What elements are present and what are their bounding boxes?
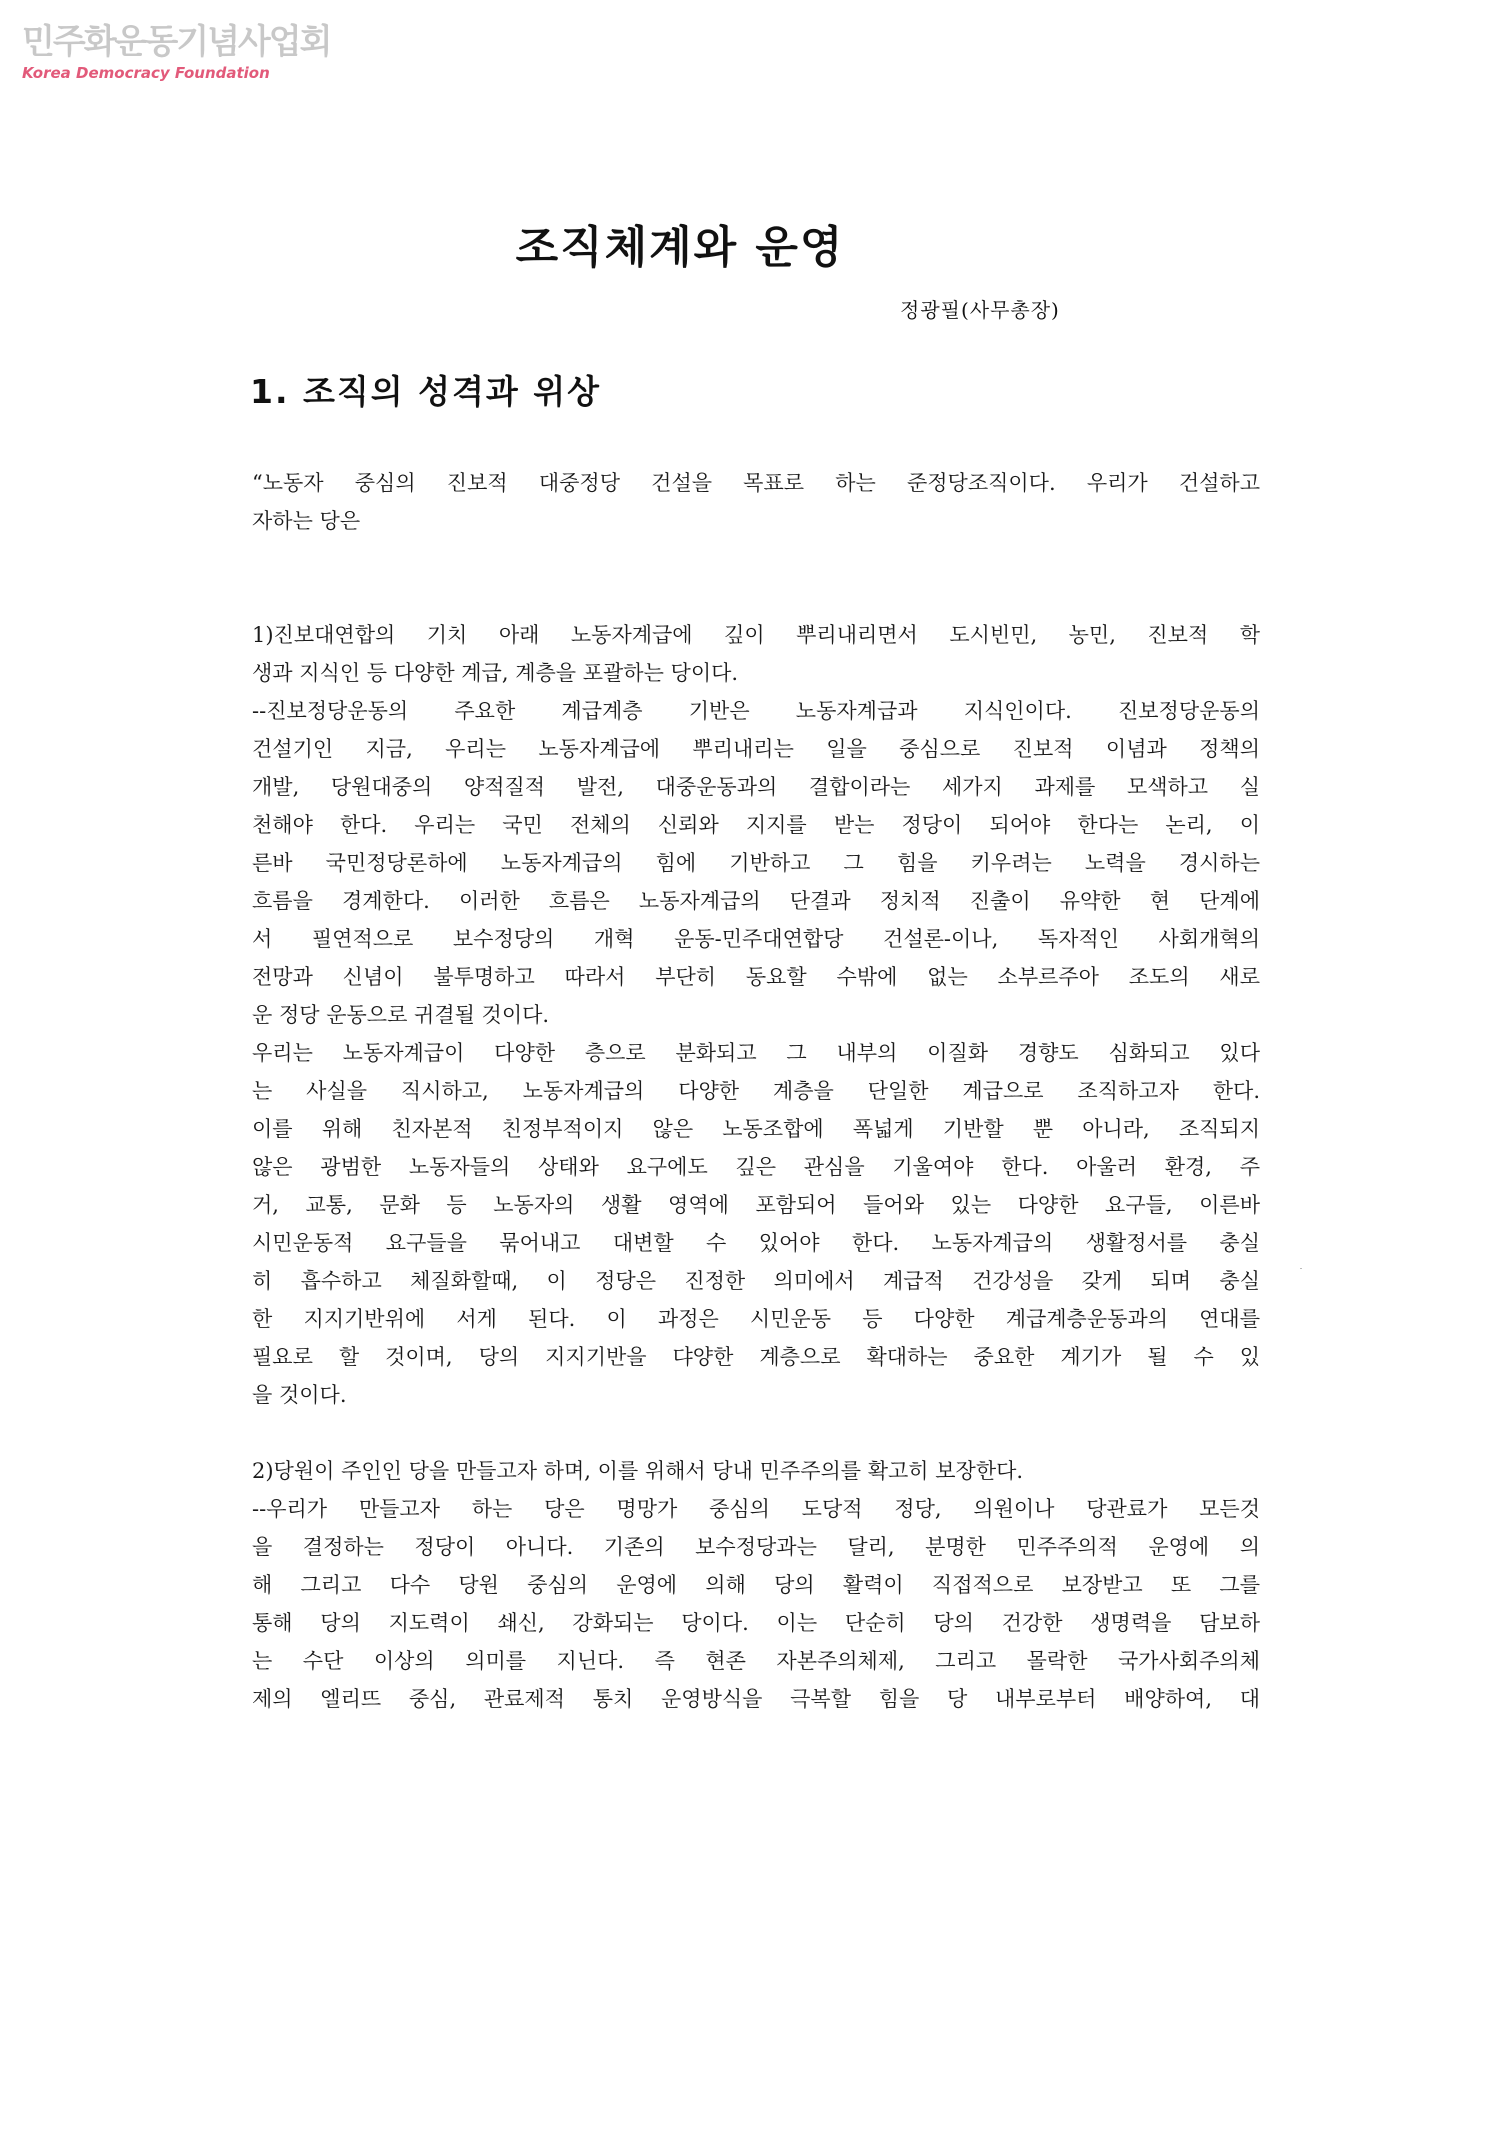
text-line: 른바 국민정당론하에 노동자계급의 힘에 기반하고 그 힘을 키우려는 노력을 경시하는 (252, 851, 1260, 875)
text-line: --우리가 만들고자 하는 당은 명망가 중심의 도당적 정당, 의원이나 당관료가 모든것 (252, 1497, 1260, 1521)
text-line: 1)진보대연합의 기치 아래 노동자계급에 깊이 뿌리내리면서 도시빈민, 농민, 진보적 학 (252, 623, 1260, 647)
text-line: 2)당원이 주인인 당을 만들고자 하며, 이를 위해서 당내 민주주의를 확고히 보장한다. (252, 1459, 1024, 1483)
text-line: 해 그리고 다수 당원 중심의 운영에 의해 당의 활력이 직접적으로 보장받고 또 그를 (252, 1573, 1260, 1597)
text-line: “노동자 중심의 진보적 대중정당 건설을 목표로 하는 준정당조직이다. 우리가 건설하고 (252, 471, 1260, 495)
intro-paragraph (252, 464, 1260, 540)
paragraph-gap (252, 540, 1260, 578)
document-author: 정광필(사무총장) (900, 298, 1060, 322)
text-line: 개발, 당원대중의 양적질적 발전, 대중운동과의 결합이라는 세가지 과제를 모색하고 실 (252, 775, 1260, 799)
text-line: 않은 광범한 노동자들의 상태와 요구에도 깊은 관심을 기울여야 한다. 아울러 환경, 주 (252, 1155, 1260, 1179)
text-line: 이를 위해 친자본적 친정부적이지 않은 노동조합에 폭넓게 기반할 뿐 아니라, 조직되지 (252, 1117, 1260, 1141)
text-line: 을 결정하는 정당이 아니다. 기존의 보수정당과는 달리, 분명한 민주주의적 운영에 의 (252, 1535, 1260, 1559)
text-line: 흐름을 경계한다. 이러한 흐름은 노동자계급의 단결과 정치적 진출이 유약한 현 단계에 (252, 889, 1260, 913)
logo-korean-text: 민주화운동기념사업회 (22, 22, 331, 62)
text-line: --진보정당운동의 주요한 계급계층 기반은 노동자계급과 지식인이다. 진보정당운동의 (252, 699, 1260, 723)
text-line: 히 흡수하고 체질화할때, 이 정당은 진정한 의미에서 계급적 건강성을 갖게 되며 충실 (252, 1269, 1260, 1293)
text-line: 는 사실을 직시하고, 노동자계급의 다양한 계층을 단일한 계급으로 조직하고자 한다. (252, 1079, 1260, 1103)
text-line: 거, 교통, 문화 등 노동자의 생활 영역에 포함되어 들어와 있는 다양한 요구들, 이른바 (252, 1193, 1260, 1217)
text-line: 천해야 한다. 우리는 국민 전체의 신뢰와 지지를 받는 정당이 되어야 한다는 논리, 이 (252, 813, 1260, 837)
paragraph-gap (252, 578, 1260, 616)
text-line: 통해 당의 지도력이 쇄신, 강화되는 당이다. 이는 단순히 당의 건강한 생명력을 담보하 (252, 1611, 1260, 1635)
text-line: 우리는 노동자계급이 다양한 층으로 분화되고 그 내부의 이질화 경향도 심화되고 있다 (252, 1041, 1260, 1065)
text-line: 전망과 신념이 불투명하고 따라서 부단히 동요할 수밖에 없는 소부르주아 조도의 새로 (252, 965, 1260, 989)
text-line: 한 지지기반위에 서게 된다. 이 과정은 시민운동 등 다양한 계급계층운동과의 연대를 (252, 1307, 1260, 1331)
point-2-paragraph (252, 1452, 1260, 1718)
paragraph-gap (252, 1414, 1260, 1452)
foundation-logo (22, 22, 331, 82)
point-1-paragraph (252, 616, 1260, 1414)
text-line: 생과 지식인 등 다양한 계급, 계층을 포괄하는 당이다. (252, 661, 739, 685)
text-line: 을 것이다. (252, 1383, 347, 1407)
document-title: 조직체계와 운영 (515, 222, 845, 273)
text-line: 제의 엘리뜨 중심, 관료제적 통치 운영방식을 극복할 힘을 당 내부로부터 배양하여, 대 (252, 1687, 1260, 1711)
logo-english-text: Korea Democracy Foundation (22, 64, 270, 82)
text-line: 자하는 당은 (252, 509, 361, 533)
text-line: 필요로 할 것이며, 당의 지지기반을 댜양한 계층으로 확대하는 중요한 계기가 될 수 있 (252, 1345, 1260, 1369)
text-line: 는 수단 이상의 의미를 지닌다. 즉 현존 자본주의체제, 그리고 몰락한 국가사회주의체 (252, 1649, 1260, 1673)
text-line: 서 필연적으로 보수정당의 개혁 운동-민주대연합당 건설론-이나, 독자적인 사회개혁의 (252, 927, 1260, 951)
text-line: 시민운동적 요구들을 묶어내고 대변할 수 있어야 한다. 노동자계급의 생활정서를 충실 (252, 1231, 1260, 1255)
section-heading: 1. 조직의 성격과 위상 (250, 372, 601, 411)
scan-speck (1300, 1268, 1302, 1269)
text-line: 운 정당 운동으로 귀결될 것이다. (252, 1003, 550, 1027)
document-body (252, 464, 1260, 1718)
text-line: 건설기인 지금, 우리는 노동자계급에 뿌리내리는 일을 중심으로 진보적 이념과 정책의 (252, 737, 1260, 761)
